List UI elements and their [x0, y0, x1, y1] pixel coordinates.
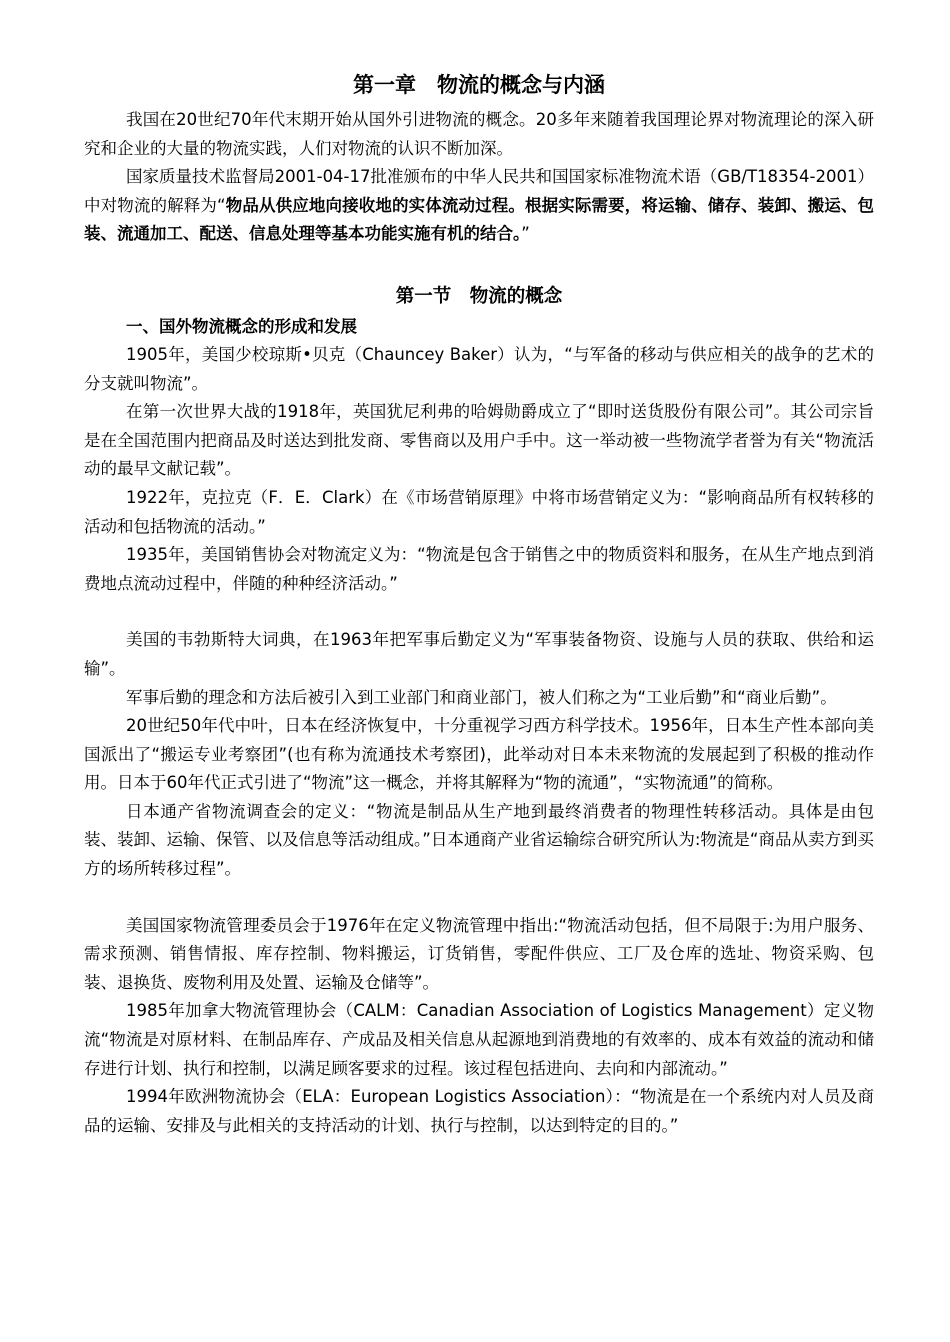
paragraph-1935: 1935年，美国销售协会对物流定义为：“物流是包含于销售之中的物质资料和服务，在从生产地点到消费地点流动过程中，伴随的种种经济活动。” — [84, 545, 874, 593]
gb-definition-tail: ” — [521, 224, 530, 244]
gb-definition-lead: 国家质量技术监督局2001-04-17批准颁布的中华人民共和国国家标准物流术语（GB/T18354-2001）中对物流的解释为“ — [84, 167, 874, 215]
document-page — [84, 70, 874, 1140]
intro-paragraph: 我国在20世纪70年代末期开始从国外引进物流的概念。20多年来随着我国理论界对物流理论的深入研究和企业的大量的物流实践，人们对物流的认识不断加深。 — [84, 110, 874, 158]
paragraph-1994: 1994年欧洲物流协会（ELA：European Logistics Association）：“物流是在一个系统内对人员及商品的运输、安排及与此相关的支持活动的计划、执行与控制，以达到特定的目的。” — [84, 1087, 874, 1135]
paragraph-1976: 美国国家物流管理委员会于1976年在定义物流管理中指出:“物流活动包括，但不局限于:为用户服务、需求预测、销售情报、库存控制、物料搬运，订货销售，零配件供应、工厂及仓库的选址、物资采购、包装、退换货、废物利用及处置、运输及仓储等”。 — [84, 915, 874, 992]
paragraph-japan-1956: 20世纪50年代中叶，日本在经济恢复中，十分重视学习西方科学技术。1956年，日本生产性本部向美国派出了“搬运专业考察团”(也有称为流通技术考察团)，此举动对日本未来物流的发展起到了积极的推动作用。日本于60年代正式引进了“物流”这一概念，并将其解释为“物的流通”，“实物流通”的简称。 — [84, 716, 874, 793]
blank-line — [84, 598, 874, 626]
paragraph-webster: 美国的韦勃斯特大词典，在1963年把军事后勤定义为“军事装备物资、设施与人员的获取、供给和运输”。 — [84, 630, 874, 678]
chapter-title: 第一章 物流的概念与内涵 — [353, 73, 605, 97]
gb-definition-bold: 物品从供应地向接收地的实体流动过程。根据实际需要，将运输、储存、装卸、搬运、包装、流通加工、配送、信息处理等基本功能实施有机的结合。 — [84, 195, 874, 244]
section-title: 第一节 物流的概念 — [395, 285, 563, 307]
blank-line — [84, 884, 874, 912]
paragraph-1985: 1985年加拿大物流管理协会（CALM：Canadian Association of Logistics Management）定义物流“物流是对原材料、在制品库存、产成品及相关信息从起源地到消费地的有效率的、成本有效益的流动和储存进行计划、执行和控制，以满足顾客要求的过程。该过程包括进向、去向和内部流动。” — [84, 1001, 874, 1078]
subheading: 一、国外物流概念的形成和发展 — [126, 316, 357, 336]
paragraph-1918: 在第一次世界大战的1918年，英国犹尼利弗的哈姆勋爵成立了“即时送货股份有限公司”。其公司宗旨是在全国范围内把商品及时送达到批发商、零售商以及用户手中。这一举动被一些物流学者誉为有关“物流活动的最早文献记载”。 — [84, 402, 874, 479]
paragraph-japan-definition: 日本通产省物流调查会的定义：“物流是制品从生产地到最终消费者的物理性转移活动。具体是由包装、装卸、运输、保管、以及信息等活动组成。”日本通商产业省运输综合研究所认为:物流是“商品从卖方到买方的场所转移过程”。 — [84, 801, 874, 879]
paragraph-1922: 1922年，克拉克（F．E．Clark）在《市场营销原理》中将市场营销定义为：“影响商品所有权转移的活动和包括物流的活动。” — [84, 487, 874, 536]
gb-definition-paragraph — [84, 163, 874, 249]
paragraph-1905: 1905年，美国少校琼斯•贝克（Chauncey Baker）认为，“与军备的移动与供应相关的战争的艺术的分支就叫物流”。 — [84, 344, 874, 393]
paragraph-military-logistics: 军事后勤的理念和方法后被引入到工业部门和商业部门，被人们称之为“工业后勤”和“商业后勤”。 — [126, 687, 837, 707]
